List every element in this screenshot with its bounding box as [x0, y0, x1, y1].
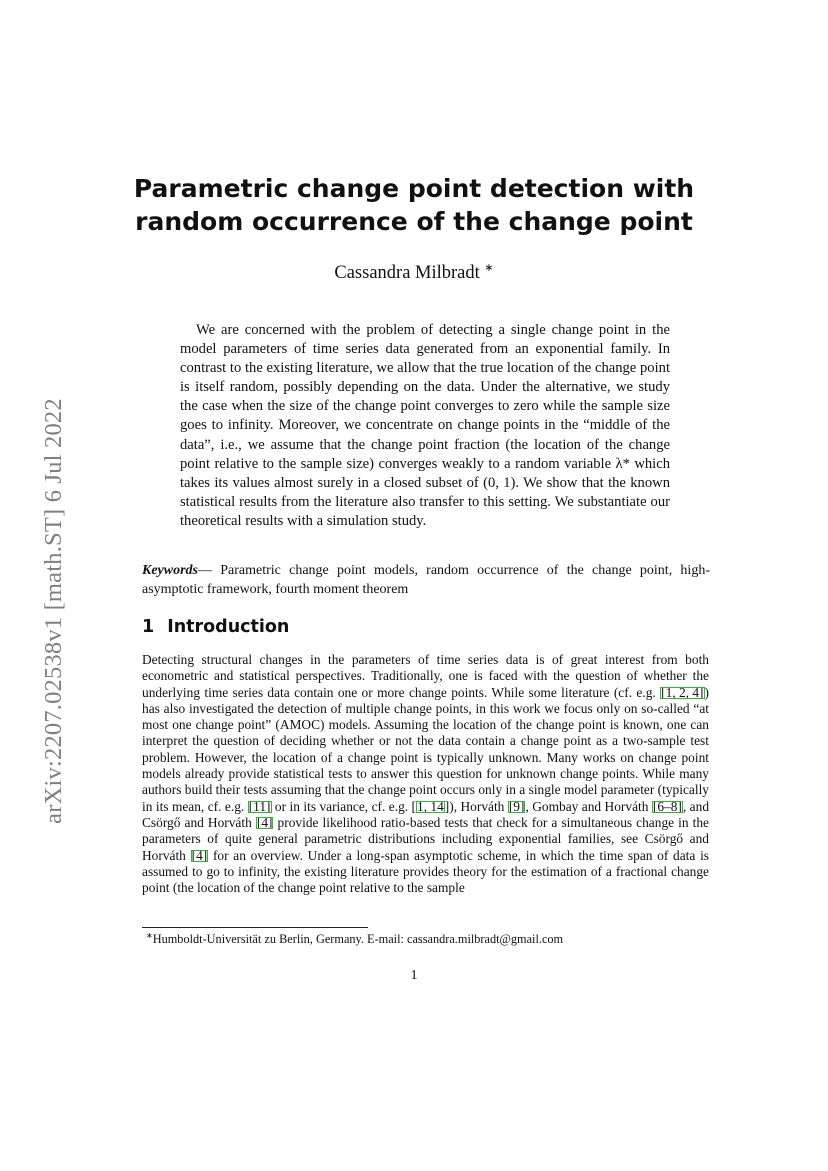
citation-link[interactable]: [1, 2, 4] — [661, 684, 704, 700]
author — [100, 261, 728, 284]
citation-link[interactable]: [9] — [508, 798, 525, 814]
intro-text: for an overview. Under a long-span asymptotic scheme, in which the time span of data is assumed to go to infinity, the existing literature provides theory for the estimation of a fractional change point (the location of the change point relative to the sample — [142, 847, 710, 896]
intro-text: ]), Horváth — [444, 798, 508, 814]
arxiv-stamp-text: arXiv:2207.02538v1 [math.ST] 6 Jul 2022 — [40, 398, 68, 824]
section-title: Introduction — [167, 617, 290, 637]
abstract: We are concerned with the problem of detecting a single change point in the model parameters of time series data generated from an exponential family. In contrast to the existing literature, we allow that the true location of the change point is itself random, possibly depending on the data. Under the alternative, we study the case when the size of the change point converges to zero while the sample size goes to infinity. Moreover, we concentrate on change points in the “middle of the data”, i.e., we assume that the change point fraction (the location of the change point relative to the sample size) converges weakly to a random variable λ* which takes its values almost surely in a closed subset of (0, 1). We show that the known statistical results from the literature also transfer to this setting. We substantiate our theoretical results with a simulation study. — [180, 322, 670, 529]
page-number: 1 — [410, 968, 418, 983]
intro-text: , and Csörgő and Horváth — [142, 798, 710, 830]
citation-link[interactable]: [4] — [191, 847, 208, 863]
keywords — [142, 562, 710, 599]
keywords-text: — Parametric change point models, random occurrence of the change point, high-asymptotic framework, fourth moment theorem — [142, 563, 710, 597]
citation-link[interactable]: 1, 14 — [417, 798, 444, 814]
intro-text: provide likelihood ratio-based tests that check for a simultaneous change in the parameters of quite general parametric distributions including exponential families, see Csörgő and Horváth — [142, 814, 709, 863]
author-name: Cassandra Milbradt — [334, 263, 480, 283]
title-line-2: random occurrence of the change point — [135, 207, 693, 236]
intro-text: ) has also investigated the detection of multiple change points, in this work we focus only on so-called “at most one change point” (AMOC) models. Assuming the location of the change point is known, one can interpret the question of deciding whether or not the data contain a change point as a two-sample test problem. However, the location of a change point is typically unknown. Many works on change point models already provide statistical tests to answer this question for unknown change points. While many authors build their tests assuming that the change point occurs only in a single model parameter (typically in its mean, cf. e.g. — [142, 684, 709, 814]
intro-text: , Gombay and Horváth — [525, 798, 652, 814]
intro-text: Detecting structural changes in the parameters of time series data is of great interest from both econometric and statistical perspectives. Traditionally, one is faced with the question of whether the underlying time series data contain one or more change points. While some literature (cf. e.g. — [142, 652, 709, 700]
title-line-1: Parametric change point detection with — [133, 174, 695, 203]
paper-title — [100, 172, 728, 238]
footnote-rule — [142, 927, 368, 928]
citation-link[interactable]: [4] — [256, 814, 273, 830]
section-number: 1 — [142, 617, 155, 637]
citation-link[interactable]: [11] — [248, 798, 271, 814]
citation-link[interactable]: [6–8] — [652, 798, 682, 814]
footnote-marker: ∗ — [146, 931, 153, 940]
author-footnote-marker[interactable]: ∗ — [484, 262, 494, 274]
footnote-text: Humboldt-Universität zu Berlin, Germany. E-mail: cassandra.milbradt@gmail.com — [152, 932, 564, 946]
keywords-label: Keywords — [142, 563, 198, 578]
footnote — [146, 931, 726, 947]
arxiv-stamp — [36, 366, 72, 856]
section-heading — [142, 617, 289, 637]
introduction-paragraph — [142, 652, 709, 896]
intro-text: or in its variance, cf. e.g. [ — [271, 798, 417, 814]
